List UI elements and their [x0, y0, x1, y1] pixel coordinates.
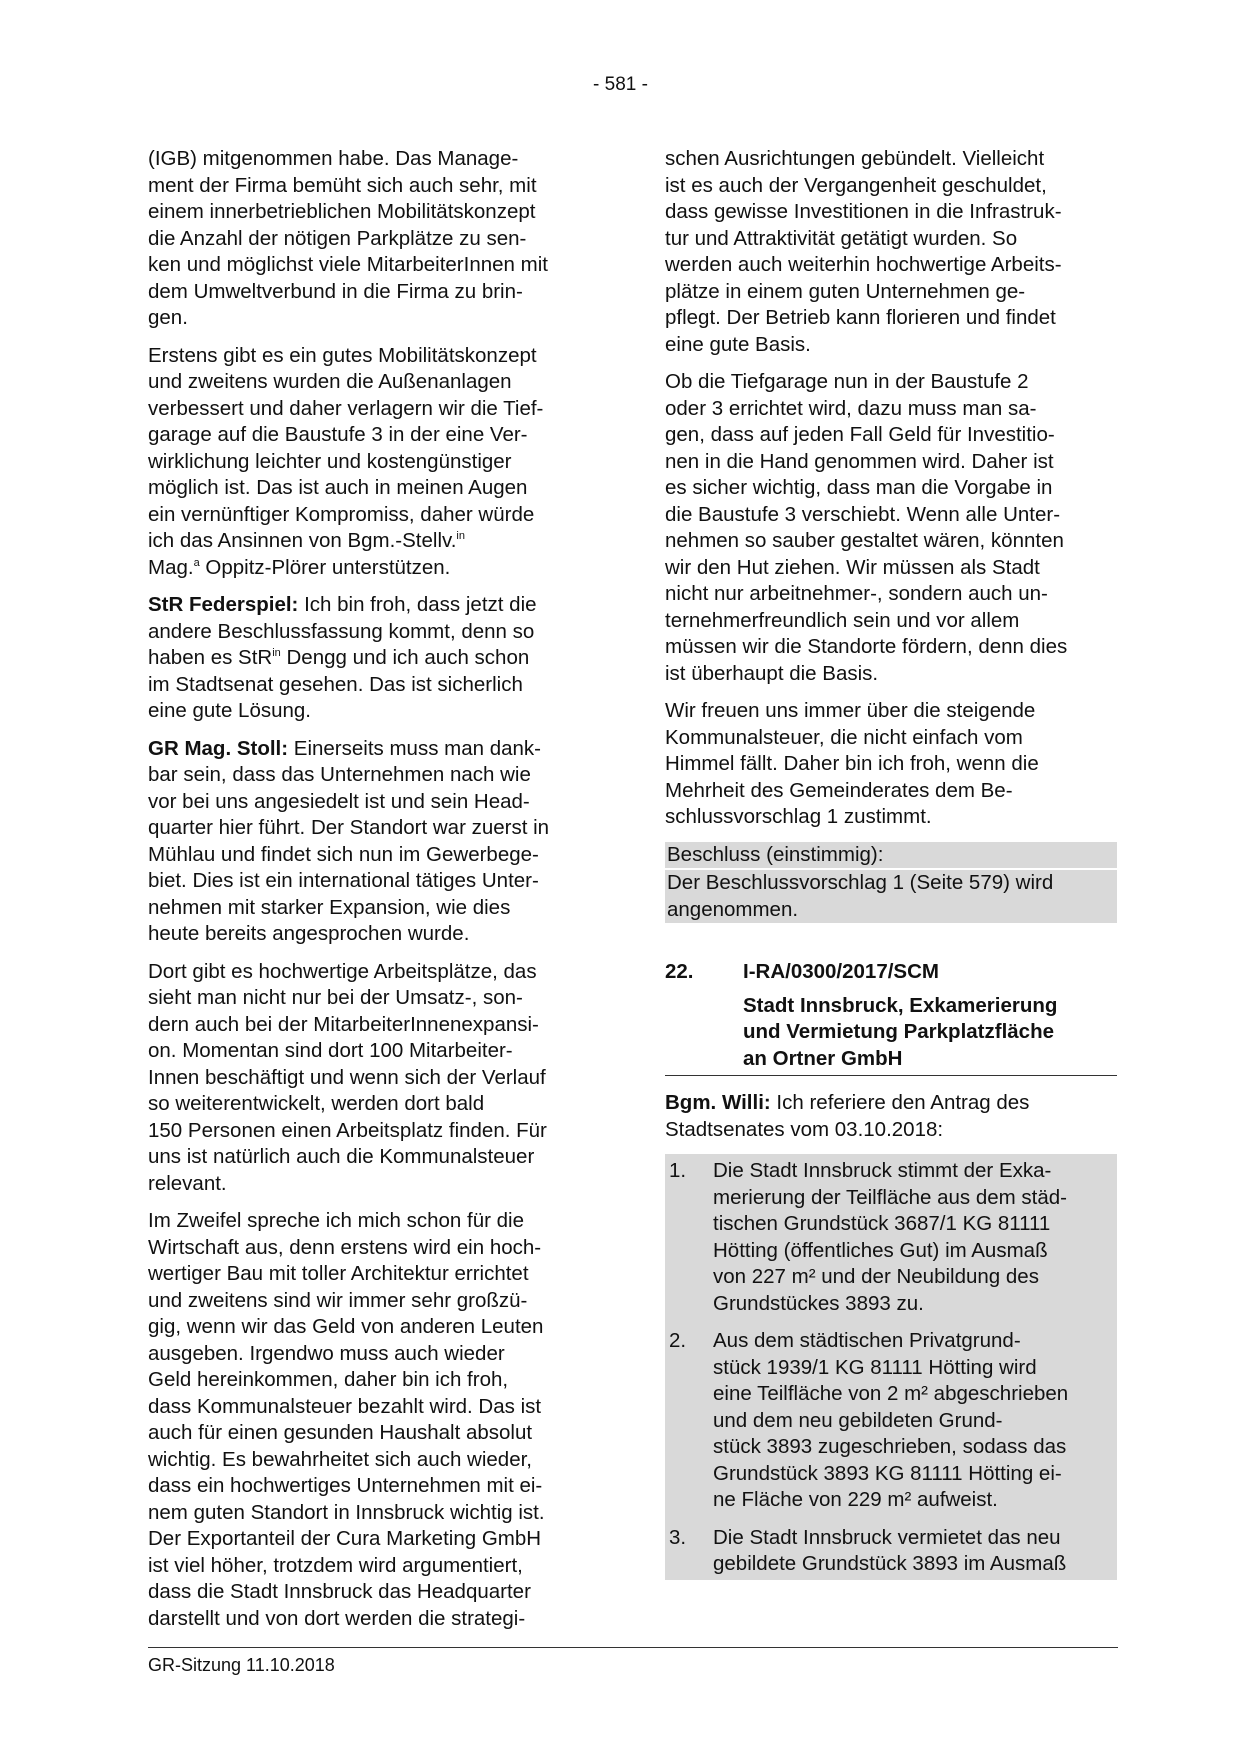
text-line: (IGB) mitgenommen habe. Das Manage-	[148, 147, 519, 170]
superscript: in	[456, 530, 465, 542]
paragraph-federspiel	[148, 592, 600, 725]
text-line: nem guten Standort in Innsbruck wichtig ist.	[148, 1500, 545, 1524]
text-line: auch für einen gesunden Haushalt absolut	[148, 1421, 533, 1444]
speaker-name: StR Federspiel:	[148, 593, 299, 616]
agenda-title	[743, 993, 1117, 1073]
text-line: Der Exportanteil der Cura Marketing GmbH	[148, 1527, 542, 1550]
paragraph-jobs	[148, 959, 600, 1198]
text-line: tur und Attraktivität getätigt wurden. So	[665, 226, 1018, 250]
paragraph-stoll	[148, 736, 600, 948]
text-line: verbessert und daher verlagern wir die Tief-	[148, 396, 544, 420]
text-line: dem Umweltverbund in die Firma zu brin-	[148, 279, 523, 303]
footer-session-date: GR-Sitzung 11.10.2018	[148, 1655, 335, 1675]
paragraph-strategy	[665, 146, 1117, 358]
text-line: Die Stadt Innsbruck vermietet das neu	[713, 1525, 1061, 1549]
text-line: pflegt. Der Betrieb kann florieren und findet	[665, 306, 1056, 329]
text-line: und Vermietung Parkplatzfläche	[743, 1020, 1054, 1043]
text-line: heute bereits angesprochen wurde.	[148, 922, 470, 945]
agenda-number: 22.	[665, 960, 694, 983]
agenda-code: I-RA/0300/2017/SCM	[743, 960, 939, 983]
text-line: Mehrheit des Gemeinderates dem Be-	[665, 778, 1013, 802]
text-line: sieht man nicht nur bei der Umsatz-, son-	[148, 986, 523, 1009]
text-line: gig, wenn wir das Geld von anderen Leuten	[148, 1315, 544, 1338]
text-line: an Ortner GmbH	[743, 1046, 903, 1070]
text-line: garage auf die Baustufe 3 in der eine Ver-	[148, 423, 528, 446]
text-line: es sicher wichtig, dass man die Vorgabe in	[665, 476, 1053, 499]
text-line: eine gute Basis.	[665, 332, 811, 356]
footer-divider	[148, 1647, 1118, 1648]
list-number: 3.	[669, 1525, 687, 1549]
paragraph-tax	[665, 698, 1117, 831]
text-line: tischen Grundstück 3687/1 KG 81111	[713, 1212, 1051, 1235]
text-line	[148, 645, 600, 672]
text-line: Wirtschaft aus, denn erstens wird ein hoch-	[148, 1235, 542, 1259]
text-line: andere Beschlussfassung kommt, denn so	[148, 619, 535, 643]
text-line: nehmen so sauber gestaltet wären, könnten	[665, 529, 1064, 552]
text-line: quarter hier führt. Der Standort war zuerst in	[148, 816, 550, 839]
text-line: stück 3893 zugeschrieben, sodass das	[713, 1435, 1067, 1458]
text-line: Stadt Innsbruck, Exkamerierung	[743, 993, 1058, 1017]
text-line: möglich ist. Das ist auch in meinen Augen	[148, 476, 528, 499]
text-line: werden auch weiterhin hochwertige Arbeits-	[665, 253, 1062, 276]
paragraph-garage	[665, 369, 1117, 687]
text-line: eine Teilfläche von 2 m² abgeschrieben	[713, 1382, 1069, 1405]
superscript: a	[193, 556, 200, 569]
text-line: gebildete Grundstück 3893 im Ausmaß	[713, 1552, 1067, 1575]
text-line: ist überhaupt die Basis.	[665, 661, 879, 685]
text-line: gen.	[148, 306, 188, 329]
list-item	[669, 1158, 1117, 1317]
paragraph-willi	[665, 1090, 1117, 1143]
text-line: Beschluss (einstimmig):	[667, 842, 884, 866]
left-column	[148, 146, 600, 1643]
text-span: Ich bin froh, dass jetzt die	[298, 593, 537, 616]
text-line: wirklichung leichter und kostengünstiger	[148, 449, 512, 473]
text-line: Innen beschäftigt und wenn sich der Verlauf	[148, 1065, 546, 1089]
text-line	[148, 736, 600, 763]
agenda-item	[665, 959, 1117, 1076]
text-line: Grundstückes 3893 zu.	[713, 1291, 924, 1315]
text-line: wertiger Bau mit toller Architektur errichtet	[148, 1262, 529, 1285]
text-line	[148, 555, 600, 582]
text-line: nicht nur arbeitnehmer-, sondern auch un-	[665, 582, 1048, 605]
text-line: die Anzahl der nötigen Parkplätze zu sen-	[148, 226, 527, 250]
text-line: wichtig. Es bewahrheitet sich auch wieder,	[148, 1447, 533, 1471]
text-line: bar sein, dass das Unternehmen nach wie	[148, 763, 531, 786]
text-line: Geld hereinkommen, daher bin ich froh,	[148, 1368, 509, 1391]
text-span: Einerseits muss man dank-	[288, 736, 542, 760]
text-line: müssen wir die Standorte fördern, denn dies	[665, 635, 1068, 658]
text-line: ken und möglichst viele MitarbeiterInnen mit	[148, 253, 548, 276]
text-line: on. Momentan sind dort 100 Mitarbeiter-	[148, 1039, 513, 1062]
text-line: dern auch bei der MitarbeiterInnenexpansi-	[148, 1012, 539, 1036]
text-line: Erstens gibt es ein gutes Mobilitätskonzept	[148, 343, 537, 367]
text-line: angenommen.	[667, 897, 799, 921]
paragraph-economy	[148, 1208, 600, 1632]
text-line: Himmel fällt. Daher bin ich froh, wenn die	[665, 752, 1039, 775]
text-line: von 227 m² und der Neubildung des	[713, 1265, 1039, 1288]
text-line: darstellt und von dort werden die strategi-	[148, 1606, 526, 1630]
text-line: vor bei uns angesiedelt ist und sein Head-	[148, 789, 530, 813]
text-line: relevant.	[148, 1171, 227, 1195]
text-line: so weiterentwickelt, werden dort bald	[148, 1092, 485, 1115]
list-item	[669, 1525, 1117, 1578]
text-line: ment der Firma bemüht sich auch sehr, mit	[148, 173, 537, 197]
text-line: plätze in einem guten Unternehmen ge-	[665, 279, 1026, 303]
text-span: Ich referiere den Antrag des	[770, 1091, 1030, 1114]
paragraph-mobility	[148, 146, 600, 332]
agenda-header	[665, 959, 1117, 986]
list-text	[713, 1525, 1066, 1578]
resolution-text	[665, 870, 1117, 923]
motion-list	[665, 1154, 1117, 1580]
text-span: haben es StR	[148, 646, 273, 669]
list-text	[713, 1328, 1068, 1514]
text-line: ternehmerfreundlich sein und vor allem	[665, 608, 1020, 632]
text-span: Oppitz-Plörer unterstützen.	[199, 555, 451, 579]
text-line: und dem neu gebildeten Grund-	[713, 1408, 1003, 1432]
text-line: oder 3 errichtet wird, dazu muss man sa-	[665, 396, 1037, 420]
text-line: Wir freuen uns immer über die steigende	[665, 699, 1036, 722]
text-line: 150 Personen einen Arbeitsplatz finden. Für	[148, 1118, 547, 1142]
text-line: die Baustufe 3 verschiebt. Wenn alle Unter-	[665, 502, 1061, 526]
list-item	[669, 1328, 1117, 1514]
text-line: und zweitens wurden die Außenanlagen	[148, 370, 512, 393]
text-line: merierung der Teilfläche aus dem städ-	[713, 1185, 1067, 1209]
paragraph-compromise	[148, 343, 600, 582]
text-line: dass gewisse Investitionen in die Infrastruk-	[665, 200, 1062, 223]
text-line: Hötting (öffentliches Gut) im Ausmaß	[713, 1238, 1048, 1262]
text-line: ein vernünftiger Kompromiss, daher würde	[148, 502, 535, 526]
text-line: dass ein hochwertiges Unternehmen mit ei-	[148, 1474, 543, 1497]
text-line: Grundstück 3893 KG 81111 Hötting ei-	[713, 1461, 1062, 1485]
text-line	[665, 1090, 1117, 1117]
text-line: stück 1939/1 KG 81111 Hötting wird	[713, 1355, 1037, 1379]
text-line: im Stadtsenat gesehen. Das ist sicherlich	[148, 672, 523, 696]
resolution-title	[665, 842, 1117, 869]
text-line: nehmen mit starker Expansion, wie dies	[148, 895, 511, 919]
text-line: uns ist natürlich auch die Kommunalsteuer	[148, 1145, 535, 1168]
text-line: Aus dem städtischen Privatgrund-	[713, 1329, 1021, 1352]
text-line: Die Stadt Innsbruck stimmt der Exka-	[713, 1159, 1052, 1182]
list-number: 1.	[669, 1159, 687, 1182]
text-line: Ob die Tiefgarage nun in der Baustufe 2	[665, 370, 1029, 393]
text-span: Dengg und ich auch schon	[280, 646, 530, 669]
list-text	[713, 1158, 1067, 1317]
text-line: gen, dass auf jeden Fall Geld für Investitio-	[665, 423, 1055, 446]
text-span: ich das Ansinnen von Bgm.-Stellv.	[148, 529, 457, 552]
text-line: Dort gibt es hochwertige Arbeitsplätze, das	[148, 959, 537, 983]
text-line: Der Beschlussvorschlag 1 (Seite 579) wird	[667, 871, 1054, 894]
text-line: ist es auch der Vergangenheit geschuldet,	[665, 173, 1047, 197]
text-line: wir den Hut ziehen. Wir müssen als Stadt	[665, 555, 1040, 579]
text-line: ne Fläche von 229 m² aufweist.	[713, 1488, 998, 1511]
text-line: Kommunalsteuer, die nicht einfach vom	[665, 725, 1023, 749]
text-line: nen in die Hand genommen wird. Daher ist	[665, 449, 1054, 473]
text-span: Mag.	[148, 555, 194, 579]
superscript: in	[272, 647, 281, 659]
right-column	[665, 146, 1117, 1580]
text-line: dass die Stadt Innsbruck das Headquarter	[148, 1580, 531, 1603]
list-number: 2.	[669, 1329, 687, 1352]
text-line: Stadtsenates vom 03.10.2018:	[665, 1117, 944, 1141]
text-line	[148, 592, 600, 619]
text-line: und zweitens sind wir immer sehr großzü-	[148, 1288, 528, 1312]
text-line: einem innerbetrieblichen Mobilitätskonzept	[148, 200, 536, 223]
speaker-name: Bgm. Willi:	[665, 1091, 771, 1114]
text-line: biet. Dies ist ein international tätiges Unter-	[148, 869, 539, 892]
text-line	[148, 528, 600, 555]
text-line: Im Zweifel spreche ich mich schon für die	[148, 1209, 524, 1232]
speaker-name: GR Mag. Stoll:	[148, 736, 289, 760]
text-line: dass Kommunalsteuer bezahlt wird. Das ist	[148, 1394, 542, 1418]
text-line: ausgeben. Irgendwo muss auch wieder	[148, 1341, 505, 1365]
text-line: Mühlau und findet sich nun im Gewerbege-	[148, 842, 539, 866]
text-line: eine gute Lösung.	[148, 699, 311, 722]
text-line: schlussvorschlag 1 zustimmt.	[665, 805, 932, 828]
text-line: schen Ausrichtungen gebündelt. Vielleicht	[665, 147, 1045, 170]
page-number: - 581 -	[593, 74, 648, 95]
divider	[665, 1075, 1117, 1076]
text-line: ist viel höher, trotzdem wird argumentiert,	[148, 1553, 523, 1577]
